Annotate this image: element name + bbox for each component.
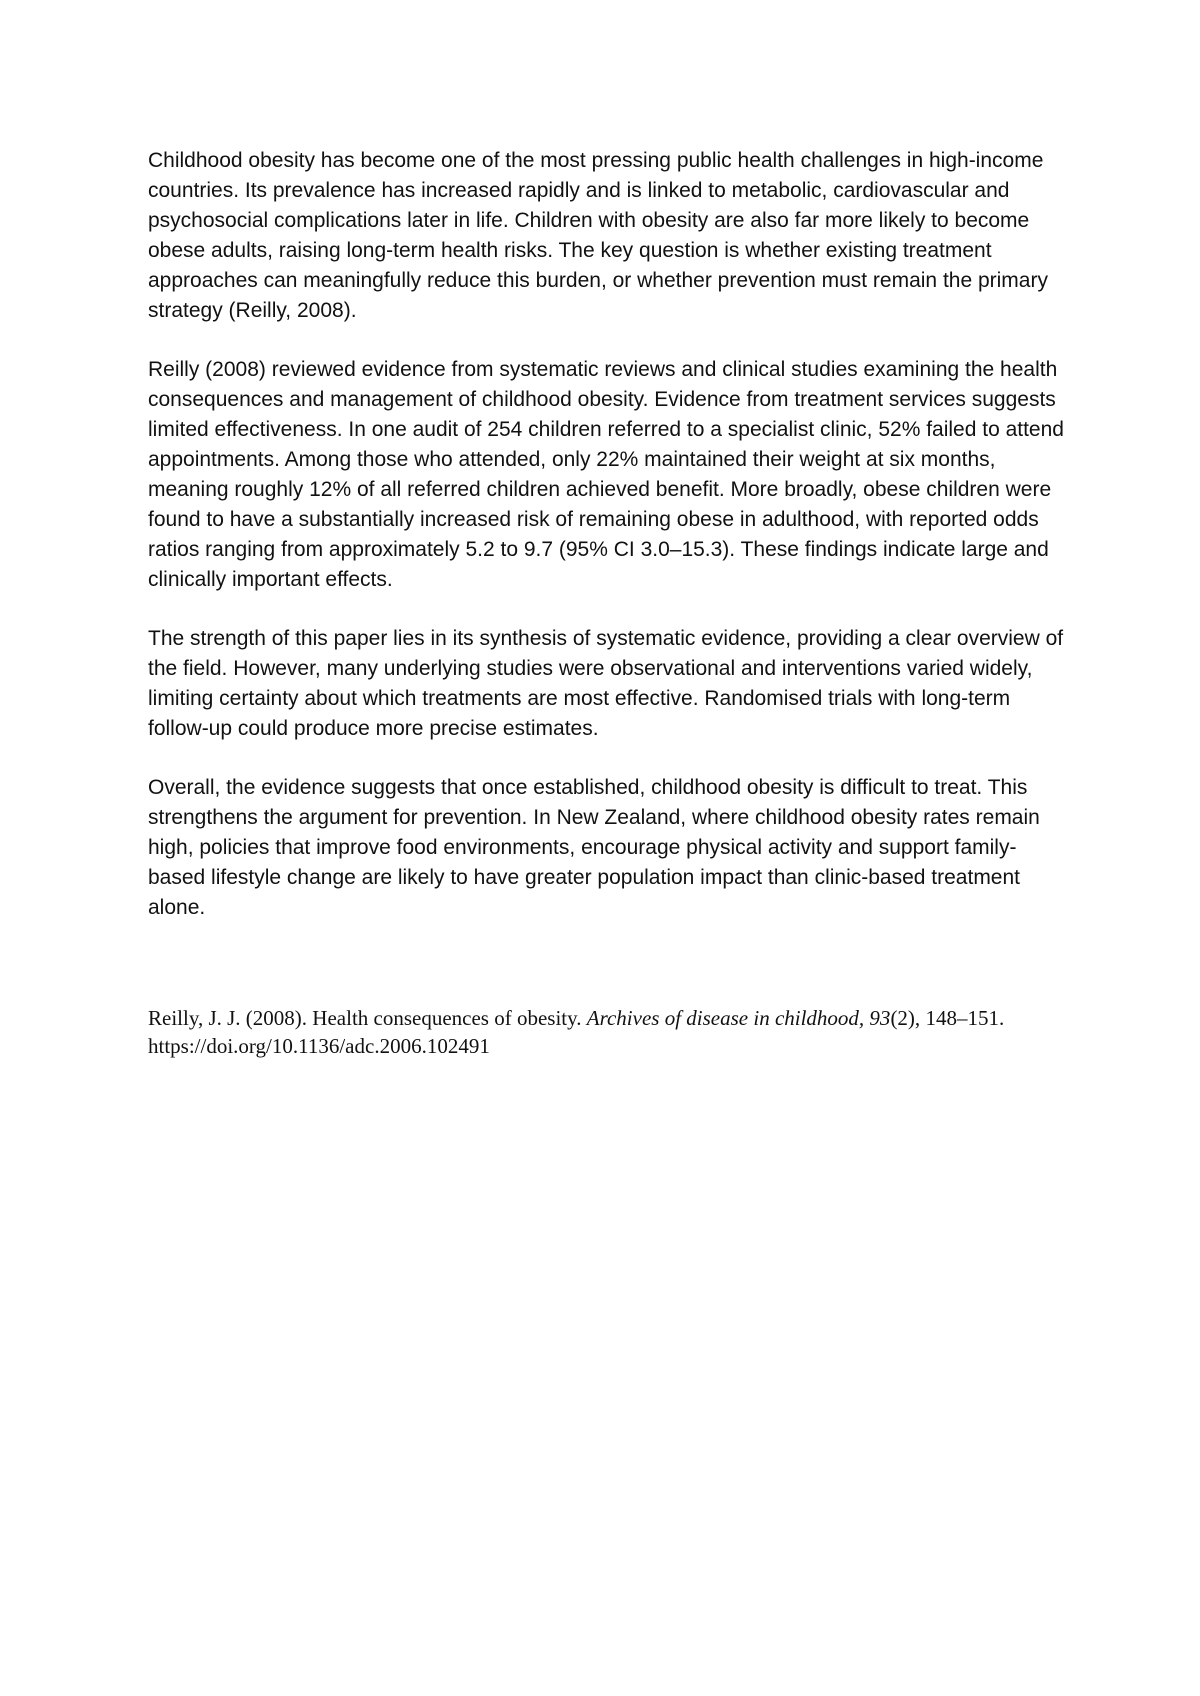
reference-issue: (2), bbox=[890, 1006, 926, 1030]
paragraph-conclusion: Overall, the evidence suggests that once established, childhood obesity is difficult to treat. This strengthens the argument for prevention. In New Zealand, where childhood obesity rates remain high, policies that improve food environments, encourage physical activity and support family-based lifestyle change are likely to have greater population impact than clinic-based treatment alone. bbox=[148, 776, 1040, 919]
paragraph-intro: Childhood obesity has become one of the most pressing public health challenges in high-income countries. Its prevalence has increased rapidly and is linked to metabolic, cardiovascular and psychosocial complications later in life. Children with obesity are also far more likely to become obese adults, raising long-term health risks. The key question is whether existing treatment approaches can meaningfully reduce this burden, or whether prevention must remain the primary strategy (Reilly, 2008). bbox=[148, 149, 1048, 322]
paragraph-appraisal: The strength of this paper lies in its synthesis of systematic evidence, providing a clear overview of the field. However, many underlying studies were observational and interventions varied widely, limiting certainty about which treatments are most effective. Randomised trials with long-term follow-up could produce more precise estimates. bbox=[148, 627, 1064, 740]
reference-pages-doi: 148–151. https://doi.org/10.1136/adc.2006.102491 bbox=[148, 1006, 1005, 1058]
reference-entry bbox=[148, 1004, 1068, 1060]
paragraph-evidence: Reilly (2008) reviewed evidence from systematic reviews and clinical studies examining the health consequences and management of childhood obesity. Evidence from treatment services suggests limited effectiveness. In one audit of 254 children referred to a specialist clinic, 52% failed to attend appointments. Among those who attended, only 22% maintained their weight at six months, meaning roughly 12% of all referred children achieved benefit. More broadly, obese children were found to have a substantially increased risk of remaining obese in adulthood, with reported odds ratios ranging from approximately 5.2 to 9.7 (95% CI 3.0–15.3). These findings indicate large and clinically important effects. bbox=[148, 358, 1064, 591]
reference-prefix: Reilly, J. J. (2008). Health consequences of obesity. bbox=[148, 1006, 587, 1030]
reference-journal: Archives of disease in childhood, 93 bbox=[586, 1006, 891, 1030]
essay-body bbox=[148, 146, 1068, 952]
